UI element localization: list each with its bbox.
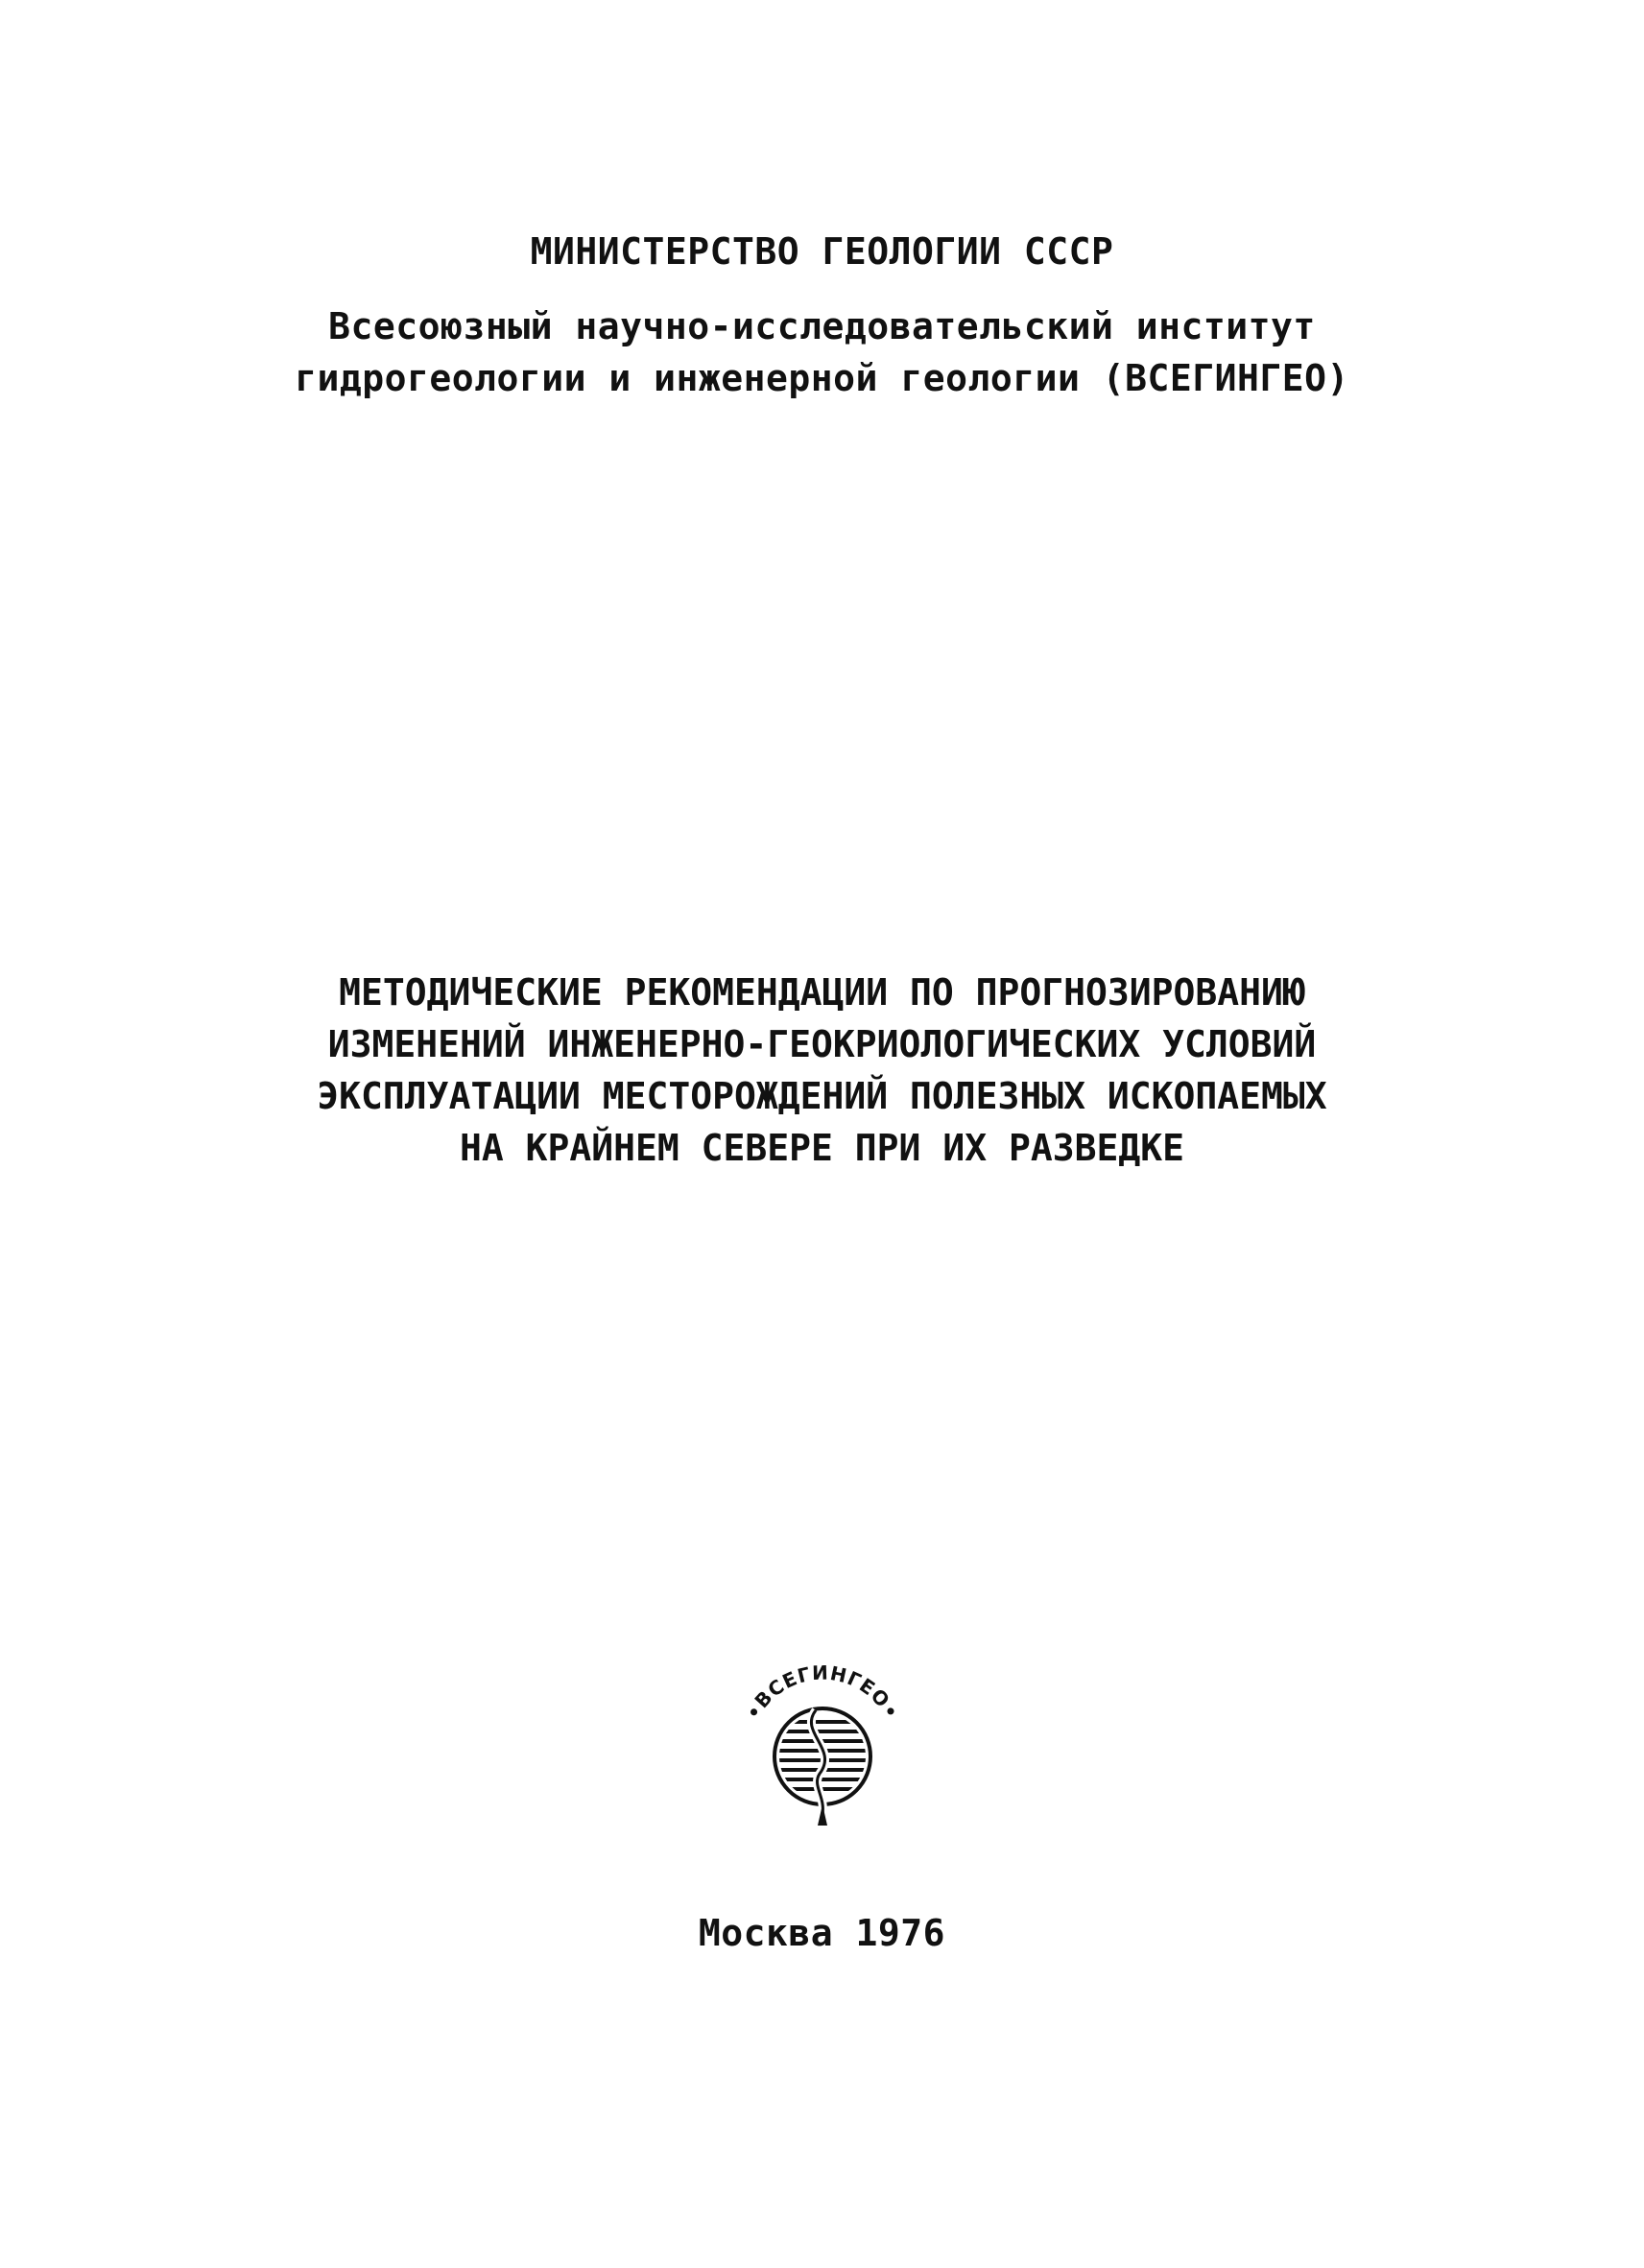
vseginngeo-emblem-icon [731,1660,914,1843]
document-title-line3: ЭКСПЛУАТАЦИИ МЕСТОРОЖДЕНИЙ ПОЛЕЗНЫХ ИСКОПАЕМЫХ [317,1075,1327,1117]
document-title-line4: НА КРАЙНЕМ СЕВЕРЕ ПРИ ИХ РАЗВЕДКЕ [460,1127,1184,1169]
emblem-text: •ВСЕГИНГЕО• [741,1660,904,1724]
document-title-line1: МЕТОДИЧЕСКИЕ РЕКОМЕНДАЦИИ ПО ПРОГНОЗИРОВАНИЮ [339,971,1305,1014]
institute-name-line1: Всесоюзный научно-исследовательский институт [328,305,1316,347]
document-title-line2: ИЗМЕНЕНИЙ ИНЖЕНЕРНО-ГЕОКРИОЛОГИЧЕСКИХ УСЛОВИЙ [327,1023,1317,1065]
institute-name-line2: гидрогеологии и инженерной геологии (ВСЕГИНГЕО) [295,357,1349,399]
publication-place-year: Москва 1976 [698,1912,946,1954]
ministry-name: МИНИСТЕРСТВО ГЕОЛОГИИ СССР [530,230,1114,273]
